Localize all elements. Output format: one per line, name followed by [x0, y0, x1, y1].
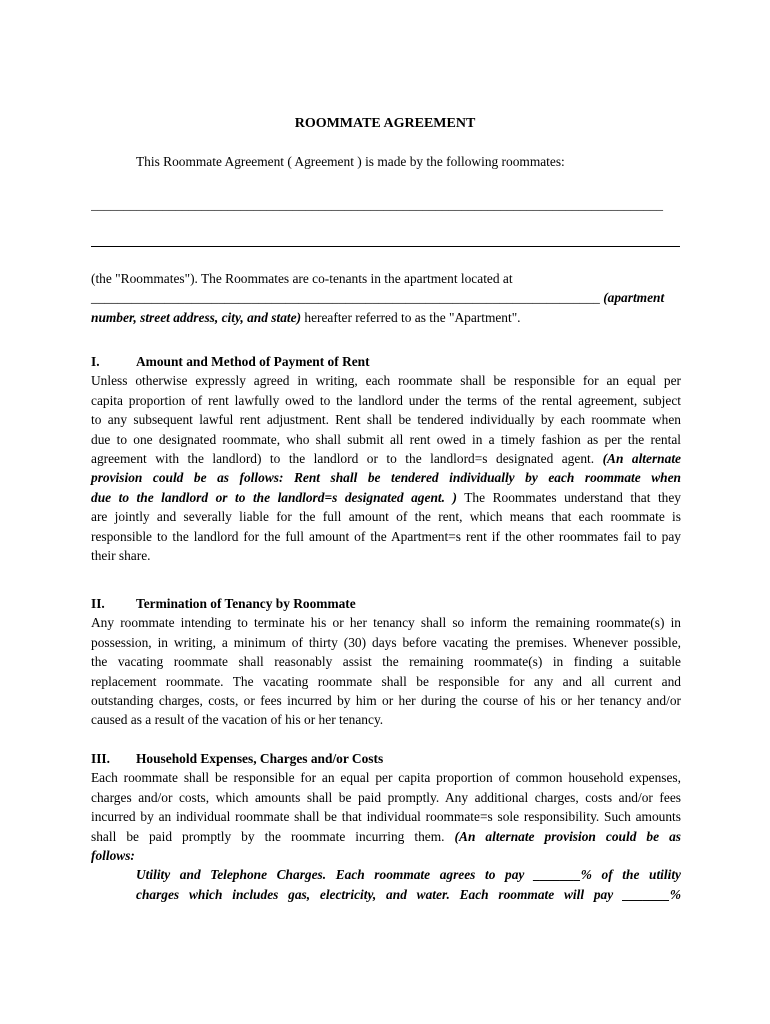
- section-1-line: capita proportion of rent lawfully owed to the landlord under the terms of the rental agreement, subject: [91, 392, 681, 408]
- section-1-line: to any subsequent lawful rent adjustment. Rent shall be tendered individually by each roommate when: [91, 412, 681, 428]
- section-2-line: replacement roommate. The vacating roommate shall be responsible for any and all current and: [91, 673, 681, 689]
- utility-charges-line: charges which includes gas, electricity, and water. Each roommate will pay _______%: [136, 886, 681, 902]
- section-2-line: the vacating roommate shall reasonably assist the remaining roommate(s) in finding a suitable: [91, 654, 681, 670]
- section-1-line: Unless otherwise expressly agreed in writing, each roommate shall be responsible for an equal per: [91, 373, 681, 389]
- section-1-line-text: agreement with the landlord) to the landlord or to the landlord=s designated agent.: [91, 451, 603, 467]
- alternate-provision-text: (An alternate: [602, 451, 681, 467]
- section-1-number: I.: [91, 354, 100, 369]
- section-1-line: their share.: [91, 548, 151, 564]
- utility-charges-line: Utility and Telephone Charges. Each roommate agrees to pay _______% of the utility: [136, 867, 681, 883]
- section-1-heading: [91, 352, 681, 371]
- section-1-line-text: The Roommates understand that they: [456, 489, 681, 505]
- section-2-line: caused as a result of the vacation of his or her tenancy.: [91, 712, 384, 728]
- premises-paragraph: [91, 269, 681, 327]
- section-2: [91, 594, 681, 730]
- alternate-provision-text: due to the landlord or to the landlord=s designated agent. ): [91, 489, 457, 505]
- address-format-hint: number, street address, city, and state): [91, 309, 302, 325]
- section-1-line: are jointly and severally liable for the full amount of the rent, which means that each roommate is: [91, 509, 681, 525]
- section-3-line: [91, 827, 681, 846]
- alternate-provision-text: (An alternate provision could be as: [454, 828, 681, 844]
- premises-line-2: [91, 288, 681, 307]
- section-2-heading: [91, 594, 681, 613]
- alternate-provision-text: provision could be as follows: Rent shall be tendered individually by each roommate when: [91, 470, 681, 486]
- alternate-provision-text: follows:: [91, 848, 135, 864]
- section-1-line: responsible to the landlord for the full amount of the Apartment=s rent if the other roommates fail to pay: [91, 528, 681, 544]
- section-3-title: Household Expenses, Charges and/or Costs: [136, 751, 384, 766]
- premises-line-3: [91, 308, 681, 327]
- section-3-line: Each roommate shall be responsible for an equal per capita proportion of common household expenses,: [91, 770, 681, 786]
- section-2-number: II.: [91, 596, 105, 611]
- apartment-address-blank[interactable]: ____________________________________________________________________________: [91, 290, 600, 306]
- section-3-line: charges and/or costs, which amounts shall be paid promptly. Any additional charges, costs and/or fees: [91, 789, 681, 805]
- section-1-line: [91, 449, 681, 468]
- section-3-line: incurred by an individual roommate shall be that individual roommate=s sole responsibility. Such amounts: [91, 809, 681, 825]
- section-3-number: III.: [91, 751, 110, 766]
- intro-paragraph: This Roommate Agreement ( Agreement ) is made by the following roommates:: [136, 154, 565, 169]
- section-2-line: outstanding charges, costs, or fees incurred by him or her during the course of his or her tenancy and/or: [91, 693, 681, 709]
- section-1-line: due to one designated roommate, who shall submit all rent owed in a timely fashion as per the rental: [91, 431, 681, 447]
- section-2-line: possession, in writing, a minimum of thirty (30) days before vacating the premises. Whenever possible,: [91, 634, 681, 650]
- section-3: [91, 749, 681, 904]
- section-2-title: Termination of Tenancy by Roommate: [136, 596, 356, 611]
- apartment-hint: (apartment: [599, 290, 665, 306]
- premises-line-3-rest: hereafter referred to as the "Apartment".: [301, 309, 521, 325]
- roommates-signature-rule: [91, 246, 680, 247]
- section-3-line-text: shall be paid promptly by the roommate incurring them.: [91, 828, 455, 844]
- roommates-blank-line[interactable]: ________________________________________________________________________________________: [91, 197, 663, 212]
- premises-line-1: (the "Roommates"). The Roommates are co-tenants in the apartment located at: [91, 271, 513, 286]
- section-1-line: [91, 488, 681, 507]
- section-1: [91, 352, 681, 565]
- section-3-heading: [91, 749, 681, 768]
- section-1-title: Amount and Method of Payment of Rent: [136, 354, 370, 369]
- document-title: ROOMMATE AGREEMENT: [294, 116, 476, 131]
- section-2-line: Any roommate intending to terminate his or her tenancy shall so inform the remaining roommate(s) in: [91, 615, 681, 631]
